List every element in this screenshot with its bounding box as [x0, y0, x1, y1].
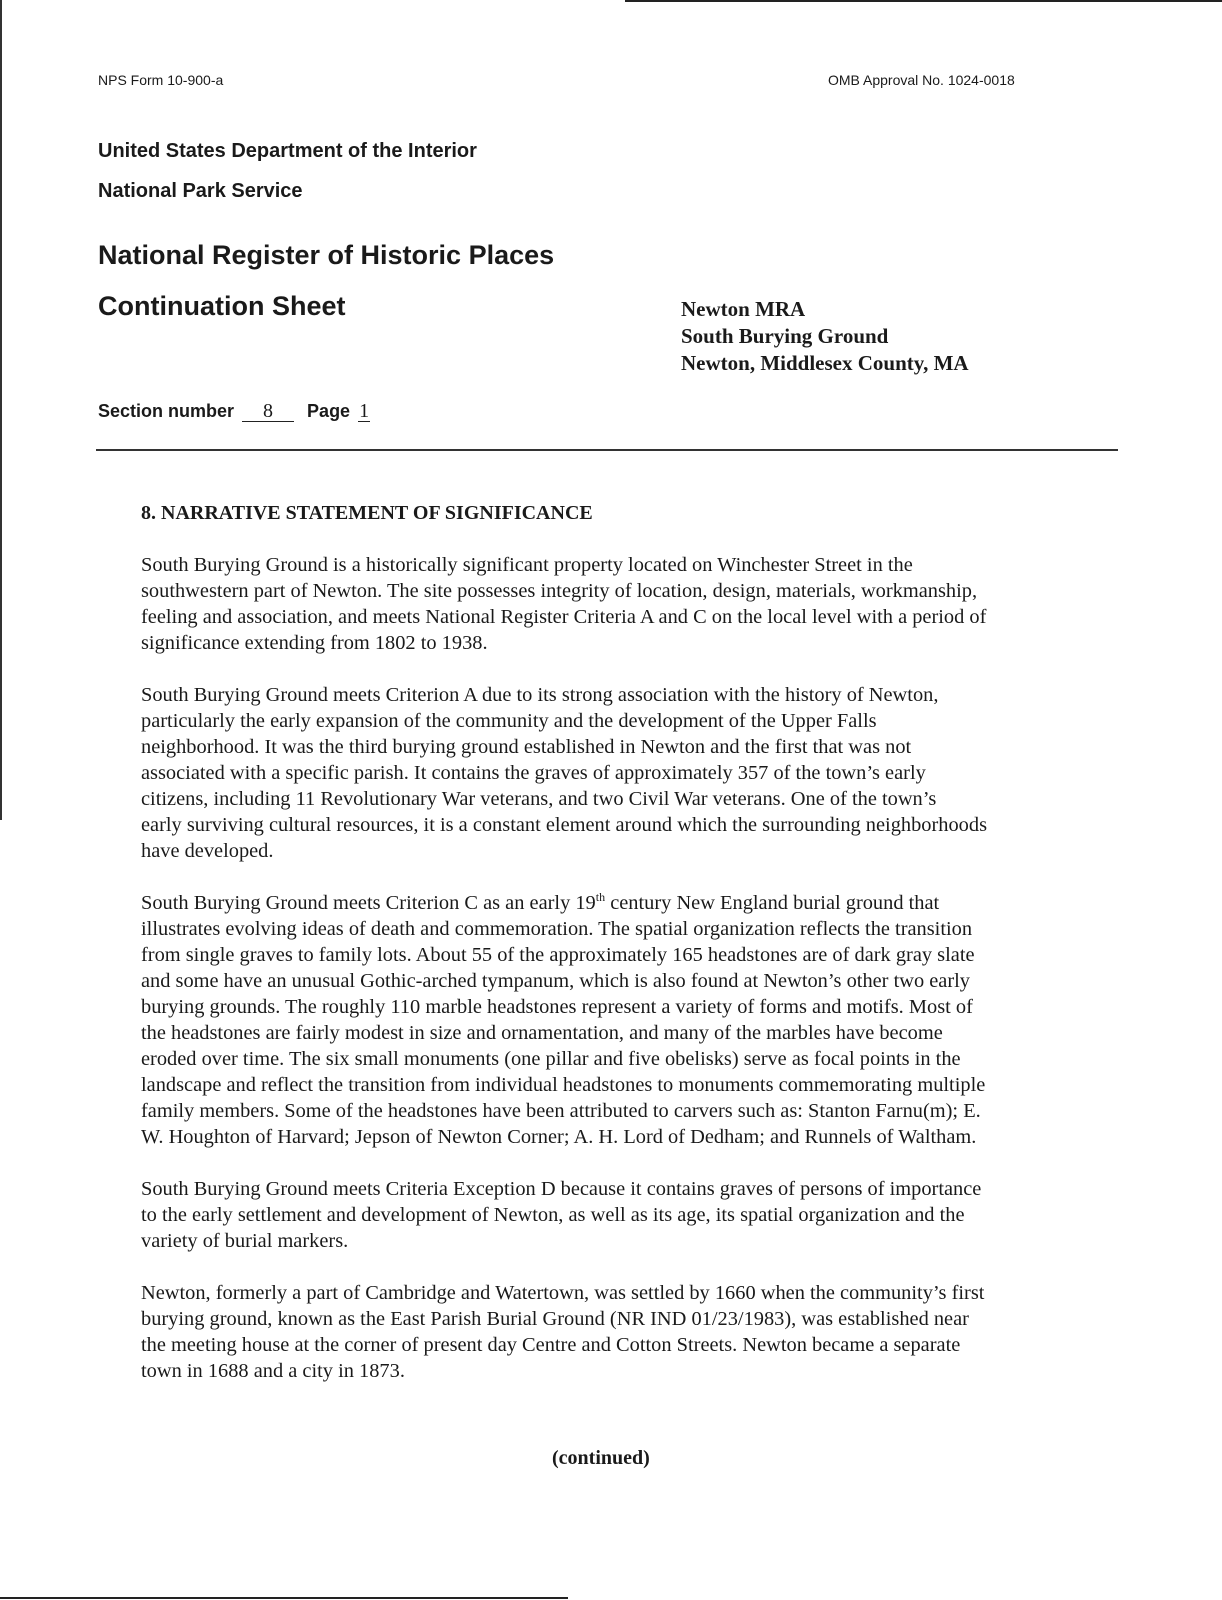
- agency-name: National Park Service: [98, 180, 303, 202]
- text-line: early surviving cultural resources, it is a constant element around which the surrounding neighborhoods: [141, 814, 988, 836]
- section-number-label: Section number: [98, 401, 235, 421]
- text-line: to the early settlement and development of Newton, as well as its age, its spatial organization and the: [141, 1204, 965, 1226]
- text-line: landscape and reflect the transition from individual headstones to monuments commemorating multiple: [141, 1074, 986, 1096]
- text-fragment: South Burying Ground meets Criterion C as an early 19: [141, 892, 596, 914]
- ordinal-superscript: th: [595, 890, 606, 905]
- text-line: illustrates evolving ideas of death and commemoration. The spatial organization reflects the transition: [141, 918, 973, 940]
- department-name: United States Department of the Interior: [98, 140, 477, 162]
- register-title: National Register of Historic Places: [98, 240, 555, 270]
- text-line: the meeting house at the corner of present day Centre and Cotton Streets. Newton became a separate: [141, 1334, 961, 1356]
- text-line: southwestern part of Newton. The site possesses integrity of location, design, materials, workmanship,: [141, 580, 978, 602]
- text-line: particularly the early expansion of the community and the development of the Upper Falls: [141, 710, 877, 732]
- text-line: from single graves to family lots. About 55 of the approximately 165 headstones are of dark gray slate: [141, 944, 975, 966]
- section-page-line: [98, 401, 370, 422]
- page-number-value: 1: [359, 400, 370, 422]
- header-divider: [96, 449, 1118, 451]
- scan-edge-top: [625, 0, 1222, 2]
- text-fragment: century New England burial ground that: [605, 892, 940, 914]
- text-line: [141, 890, 1081, 916]
- text-line: significance extending from 1802 to 1938.: [141, 632, 488, 654]
- text-line: Newton, formerly a part of Cambridge and Watertown, was settled by 1660 when the community’s first: [141, 1282, 985, 1304]
- text-line: variety of burial markers.: [141, 1230, 349, 1252]
- text-line: eroded over time. The six small monuments (one pillar and five obelisks) serve as focal points in the: [141, 1048, 961, 1070]
- sheet-title: Continuation Sheet: [98, 291, 346, 321]
- scan-edge-bottom: [0, 1597, 568, 1599]
- property-block: [681, 296, 969, 377]
- property-line-mra: Newton MRA: [681, 297, 806, 321]
- text-line: feeling and association, and meets National Register Criteria A and C on the local level with a period of: [141, 606, 987, 628]
- section-heading: 8. NARRATIVE STATEMENT OF SIGNIFICANCE: [141, 502, 593, 524]
- text-line: citizens, including 11 Revolutionary War veterans, and two Civil War veterans. One of the town’s: [141, 788, 937, 810]
- text-line: and some have an unusual Gothic-arched tympanum, which is also found at Newton’s other two early: [141, 970, 971, 992]
- paragraph-criterion-a: [141, 682, 1081, 864]
- scan-edge-left: [0, 0, 2, 820]
- page-label: Page: [307, 401, 351, 421]
- narrative-body: [141, 552, 1081, 1410]
- text-line: burying ground, known as the East Parish Burial Ground (NR IND 01/23/1983), was established near: [141, 1308, 969, 1330]
- form-id: NPS Form 10-900-a: [98, 72, 224, 88]
- paragraph-summary: [141, 552, 1081, 656]
- paragraph-criterion-c: [141, 890, 1081, 1150]
- section-number-value: 8: [242, 401, 294, 422]
- property-line-location: Newton, Middlesex County, MA: [681, 351, 969, 375]
- text-line: the headstones are fairly modest in size and ornamentation, and many of the marbles have become: [141, 1022, 943, 1044]
- text-line: burying grounds. The roughly 110 marble headstones represent a variety of forms and motifs. Most of: [141, 996, 973, 1018]
- property-line-name: South Burying Ground: [681, 324, 889, 348]
- text-line: have developed.: [141, 840, 274, 862]
- text-line: W. Houghton of Harvard; Jepson of Newton Corner; A. H. Lord of Dedham; and Runnels of Waltham.: [141, 1126, 977, 1148]
- text-line: family members. Some of the headstones have been attributed to carvers such as: Stanton Farnu(m); E.: [141, 1100, 981, 1122]
- text-line: neighborhood. It was the third burying ground established in Newton and the first that was not: [141, 736, 912, 758]
- text-line: town in 1688 and a city in 1873.: [141, 1360, 405, 1382]
- paragraph-history: [141, 1280, 1081, 1384]
- continued-note: (continued): [552, 1447, 650, 1469]
- paragraph-criteria-exception-d: [141, 1176, 1081, 1254]
- omb-approval: OMB Approval No. 1024-0018: [828, 72, 1015, 88]
- text-line: South Burying Ground meets Criteria Exception D because it contains graves of persons of importance: [141, 1178, 982, 1200]
- text-line: South Burying Ground meets Criterion A due to its strong association with the history of Newton,: [141, 684, 939, 706]
- text-line: South Burying Ground is a historically significant property located on Winchester Street in the: [141, 554, 913, 576]
- text-line: associated with a specific parish. It contains the graves of approximately 357 of the town’s early: [141, 762, 926, 784]
